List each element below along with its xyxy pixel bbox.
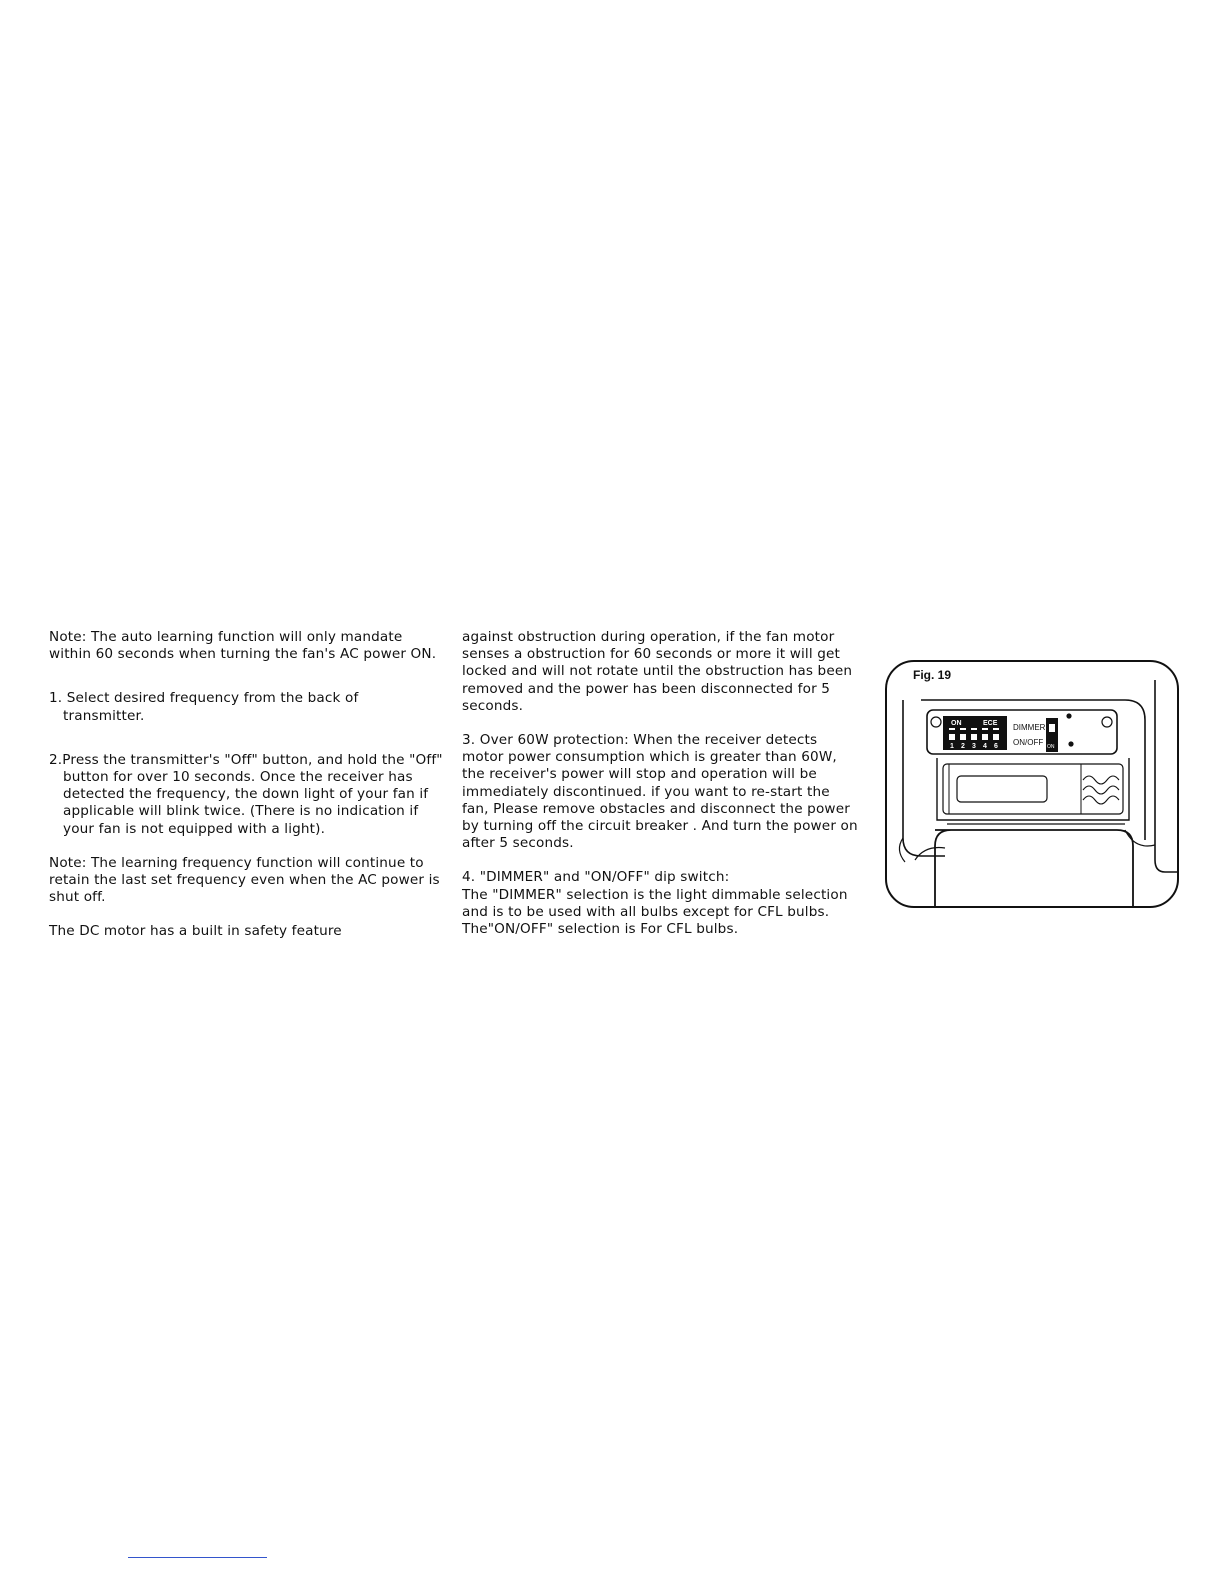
step-2: 2.Press the transmitter's "Off" button, and hold the "Off" button for over 10 seconds. Once the receiver has detected the frequency, the down light of your fan if applicable will blink twice. (There is no indication if your fan is not equipped with a light). <box>49 751 443 837</box>
switch-on-label: ON <box>1047 744 1055 750</box>
dip-number: 1 <box>950 743 954 750</box>
dip-ece-label: ECE <box>983 720 998 727</box>
dip-number: 4 <box>983 743 987 750</box>
dip-on-label: ON <box>951 720 962 727</box>
step-1: 1. Select desired frequency from the back of transmitter. <box>49 690 359 724</box>
dip-switch-description: 4. "DIMMER" and "ON/OFF" dip switch: The "DIMMER" selection is the light dimmable selection and is to be used with all bulbs except for CFL bulbs. The"ON/OFF" selection is For CFL bulbs. <box>462 869 848 938</box>
dip-number: 3 <box>972 743 976 750</box>
footer-rule <box>128 1557 267 1558</box>
auto-learning-note: Note: The auto learning function will only mandate within 60 seconds when turning the fan's AC power ON. <box>49 629 437 663</box>
safety-feature-intro: The DC motor has a built in safety feature <box>49 923 342 940</box>
overload-protection: 3. Over 60W protection: When the receiver detects motor power consumption which is greater than 60W, the receiver's power will stop and operation will be immediately discontinued. if you want to re-start the fan, Please remove obstacles and disconnect the power by turning off the circuit breaker . And turn the power on after 5 seconds. <box>462 732 858 852</box>
right-column <box>462 629 862 938</box>
dip-number: 6 <box>994 743 998 750</box>
dip-number: 2 <box>961 743 965 750</box>
figure-19 <box>885 660 1179 908</box>
left-column <box>49 629 449 941</box>
safety-feature-continued: against obstruction during operation, if the fan motor senses a obstruction for 60 seconds or more it will get locked and will not rotate until the obstruction has been removed and the power has been disconnected for 5 seconds. <box>462 629 853 714</box>
dimmer-label: DIMMER <box>1013 723 1046 732</box>
onoff-label: ON/OFF <box>1013 738 1044 747</box>
receiver-illustration <box>885 660 1179 908</box>
frequency-retention-note: Note: The learning frequency function will continue to retain the last set frequency even when the AC power is shut off. <box>49 854 440 906</box>
figure-label: Fig. 19 <box>913 668 952 682</box>
